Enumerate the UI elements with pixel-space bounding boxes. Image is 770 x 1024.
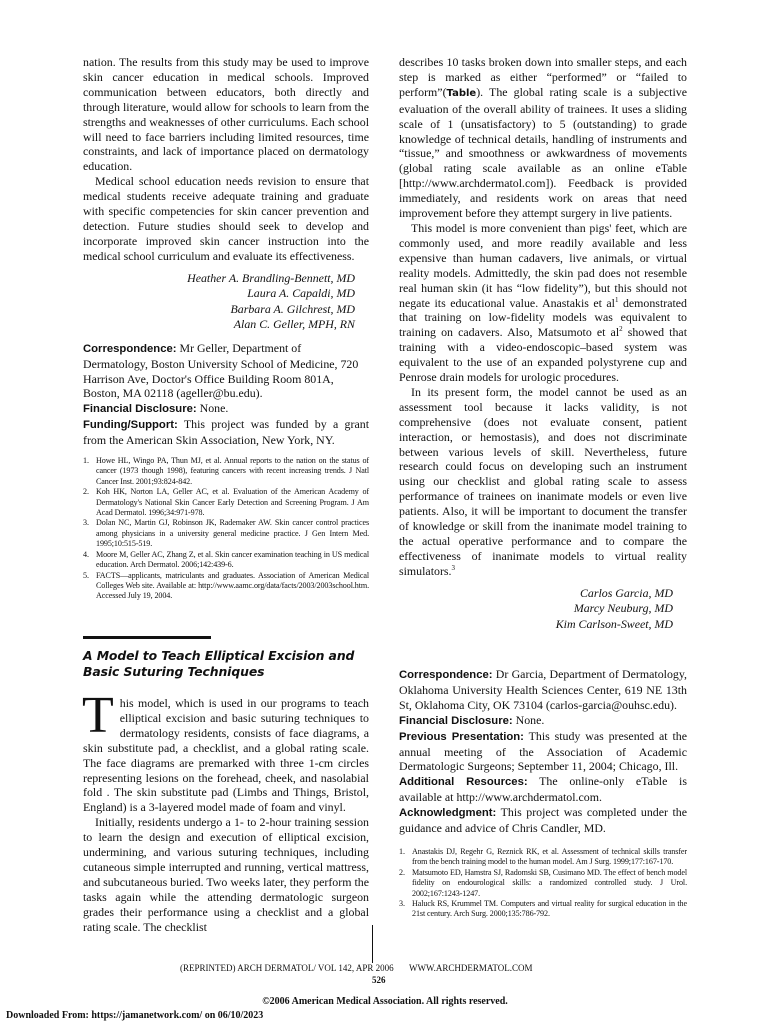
funding: [83, 417, 369, 448]
article-title-line: Basic Suturing Techniques: [83, 664, 265, 679]
article-meta: [83, 341, 369, 448]
correspondence-text: Mr Geller, Department of Dermatology, Boston University School of Medicine, 720 Harrison Ave, Doctor's Office Building Room 801A, Boston, MA 02118 (ageller@bu.edu).: [83, 340, 359, 401]
presentation-label: Previous Presentation:: [399, 730, 524, 743]
reference-number: 5.: [83, 570, 89, 580]
correspondence-text: Dr Garcia, Department of Dermatology, Oklahoma University Health Sciences Center, 619 NE 13th St, Oklahoma City, OK 73104 (carlos-garcia@ouhsc.edu).: [399, 667, 687, 712]
left-column-top: [83, 55, 369, 602]
disclosure-label: Financial Disclosure:: [83, 403, 197, 416]
reference-item: [83, 487, 369, 518]
reference-list: [83, 456, 369, 602]
table-reference-link[interactable]: Table: [446, 87, 477, 99]
journal-website-link[interactable]: WWW.ARCHDERMATOL.COM: [409, 963, 533, 973]
disclosure-text: None.: [515, 712, 545, 727]
body-paragraph: Initially, residents undergo a 1- to 2-hour training session to learn the design and execution of elliptical excision, undermining, and various suturing techniques, including cutaneous simple interrupted and running, vertical mattress, and subcutaneous buried. Two weeks later, they perform the tasks again while the attending dermatologic surgeon grades their performance using a checklist and a global rating scale. The checklist: [83, 815, 369, 934]
reference-number: 3.: [83, 518, 89, 528]
reference-text: Anastakis DJ, Regehr G, Reznick RK, et al. Assessment of technical skills transfer from the bench training model to the human model. Am J Surg. 1999;177:167-170.: [412, 846, 687, 867]
citation-superscript: 2: [619, 325, 623, 334]
reference-item: [399, 899, 687, 920]
reference-item: [399, 847, 687, 868]
body-text: describes 10 tasks broken down into smaller steps, and each step is marked as either “performed” or “failed to perform”(: [399, 55, 687, 99]
article-title-line: A Model to Teach Elliptical Excision and: [83, 648, 355, 663]
body-text: showed that training with a video-endoscopic–based system was equivalent to the use of an expanded polystyrene cup and Penrose drain models for urologic procedures.: [399, 325, 687, 385]
right-column-bottom: [399, 667, 687, 920]
body-text: demonstrated that training on low-fidelity models was equivalent to training on cadavers. Also, Matsumoto et al: [399, 295, 688, 340]
reference-number: 3.: [399, 899, 405, 908]
resources-label: Additional Resources:: [399, 776, 528, 789]
reference-number: 1.: [399, 846, 405, 856]
body-paragraph: [399, 221, 687, 385]
body-text: This model is more convenient than pigs' feet, which are commonly used, and more readily available and less expensive than human cadavers, live animals, or virtual reality models. Admittedly, the skin pad does not resemble real human skin (it has “low fidelity”), but this should not negate its educational value. Anastakis et al: [399, 220, 687, 310]
correspondence: [399, 667, 687, 713]
acknowledgment: [399, 805, 687, 836]
reference-number: 2.: [399, 867, 405, 877]
body-paragraph: [399, 385, 687, 579]
previous-presentation: [399, 729, 687, 775]
reference-number: 2.: [83, 487, 89, 497]
journal-citation: (REPRINTED) ARCH DERMATOL/ VOL 142, APR 2006: [180, 963, 394, 973]
reference-text: Koh HK, Norton LA, Geller AC, et al. Evaluation of the American Academy of Dermatology's National Skin Cancer Early Detection and Screening Program. J Am Acad Dermatol. 1996;34:971-978.: [96, 487, 369, 518]
presentation-text: This study was presented at the annual meeting of the Association of Academic Dermatologic Surgeons; September 11, 2004; Chicago, Ill.: [399, 728, 688, 774]
body-paragraph: [82, 687, 369, 815]
body-text: his model, which is used in our programs to teach elliptical excision and basic suturing techniques to dermatology residents, consists of face diagrams, a skin substitute pad, a checklist, and a global rating scale. The face diagrams are premarked with three 1-cm circles representing lesions on the forehead, cheek, and nasolabial fold . The skin substitute pad (Limbs and Things, Bristol, England) is a 3-layered model made of foam and vinyl.: [83, 696, 369, 815]
section-rule: [83, 636, 211, 639]
body-paragraph: nation. The results from this study may be used to improve skin cancer education in medical schools. Improved communication between educators, both directly and through literature, would allow for schools to learn from the strengths and weaknesses of other curriculums. Each school will need to face barriers including limited resources, time constraints, and lack of importance placed on dermatology education.: [83, 55, 369, 174]
disclosure-label: Financial Disclosure:: [399, 714, 513, 727]
reference-item: [83, 456, 369, 487]
financial-disclosure: [399, 713, 687, 729]
correspondence-label: Correspondence:: [399, 669, 493, 681]
financial-disclosure: [83, 401, 369, 417]
body-text: ). The global rating scale is a subjective evaluation of the overall ability of trainees. It uses a sliding scale of 1 (unsatisfactory) to 5 (outstanding) to grade knowledge of technical details, handling of instruments and “tissue,” and smoothness or awkwardness of movements (global rating scale available as an online eTable [http://www.archdermatol.com]). Feedback is provided immediately, and residents work on areas that need improvement before they attempt surgery in live patients.: [399, 84, 687, 221]
download-notice: Downloaded From: https://jamanetwork.com/ on 06/10/2023: [6, 1010, 264, 1021]
citation-superscript: 1: [614, 295, 619, 304]
footer-divider: [372, 925, 373, 963]
author-list: [83, 271, 369, 333]
reference-text: Matsumoto ED, Hamstra SJ, Radomski SB, Cusimano MD. The effect of bench model fidelity on endourological skills: a randomized controlled study. J Urol. 2002;167:1243-1247.: [412, 867, 687, 898]
citation-superscript: 3: [451, 563, 456, 572]
author-name: Heather A. Brandling-Bennett, MD: [187, 270, 355, 285]
left-column-bottom: [82, 687, 369, 935]
author-name: Laura A. Capaldi, MD: [247, 286, 355, 301]
reference-text: FACTS—applicants, matriculants and graduates. Association of American Medical Colleges Web site. Available at: http://www.aamc.org/data/facts/2003/2003school.htm. Accessed July 19, 2004.: [96, 570, 369, 601]
ack-text: This project was completed under the guidance and advice of Chris Candler, MD.: [399, 805, 687, 836]
author-name: Carlos Garcia, MD: [579, 585, 673, 600]
reference-item: [83, 518, 369, 549]
funding-text: This project was funded by a grant from the American Skin Association, New York, NY.: [83, 417, 369, 448]
disclosure-text: None.: [199, 401, 229, 416]
funding-label: Funding/Support:: [83, 419, 178, 432]
author-name: Barbara A. Gilchrest, MD: [230, 301, 355, 316]
article-title: [83, 648, 363, 680]
author-name: Marcy Neuburg, MD: [573, 601, 673, 616]
reference-text: Moore M, Geller AC, Zhang Z, et al. Skin cancer examination teaching in US medical education. Arch Dermatol. 2006;142:439-6.: [96, 549, 369, 570]
reference-text: Dolan NC, Martin GJ, Robinson JK, Rademaker AW. Skin cancer control practices among physicians in a university general medicine practice. J Gen Intern Med. 1995;10:515-519.: [96, 518, 369, 549]
author-list: [399, 586, 687, 633]
reference-number: 1.: [83, 456, 89, 466]
reference-list: [399, 847, 687, 920]
reference-item: [83, 550, 369, 571]
correspondence-label: Correspondence:: [83, 342, 177, 355]
body-paragraph: [399, 55, 687, 221]
copyright-notice: ©2006 American Medical Association. All rights reserved.: [262, 996, 508, 1007]
ack-label: Acknowledgment:: [399, 807, 497, 820]
reference-text: Haluck RS, Krummel TM. Computers and virtual reality for surgical education in the 21st century. Arch Surg. 2000;135:786-792.: [412, 899, 687, 919]
reference-item: [83, 571, 369, 602]
author-name: Alan C. Geller, MPH, RN: [233, 317, 355, 332]
correspondence: [83, 341, 369, 402]
body-text: In its present form, the model cannot be used as an assessment tool because it lacks validity, is not comprehensive (does not evaluate consent, patient interaction, or hemostasis), and does not discriminate between various levels of skill. Nevertheless, future research could focus on developing such an instrument using our checklist and global rating scale to assess performance of trainees on inanimate models or even live patients. Also, it will be important to document the transfer of knowledge or skill from the inanimate model training to the actual operative performance and to compare the effectiveness of inanimate models to virtual reality simulators.: [399, 384, 687, 578]
reference-item: [399, 868, 687, 899]
author-name: Kim Carlson-Sweet, MD: [555, 616, 673, 631]
additional-resources: [399, 774, 687, 805]
body-paragraph: Medical school education needs revision to ensure that medical students receive adequate training and graduate with specific competencies for skin cancer prevention and detection. Future studies should seek to develop and incorporate improved skin cancer instruction into the medical school curriculum and evaluate its effectiveness.: [83, 174, 369, 263]
reference-number: 4.: [83, 549, 89, 559]
resources-text: The online-only eTable is available at http://www.archdermatol.com.: [399, 774, 687, 805]
page-number: 526: [372, 975, 386, 985]
right-column-top: [399, 55, 687, 632]
drop-cap: T: [82, 687, 114, 744]
reference-text: Howe HL, Wingo PA, Thun MJ, et al. Annual reports to the nation on the status of cancer (1973 though 1998), featuring cancers with recent increasing trends. J Natl Cancer Inst. 2001;93:824-842.: [96, 456, 369, 486]
